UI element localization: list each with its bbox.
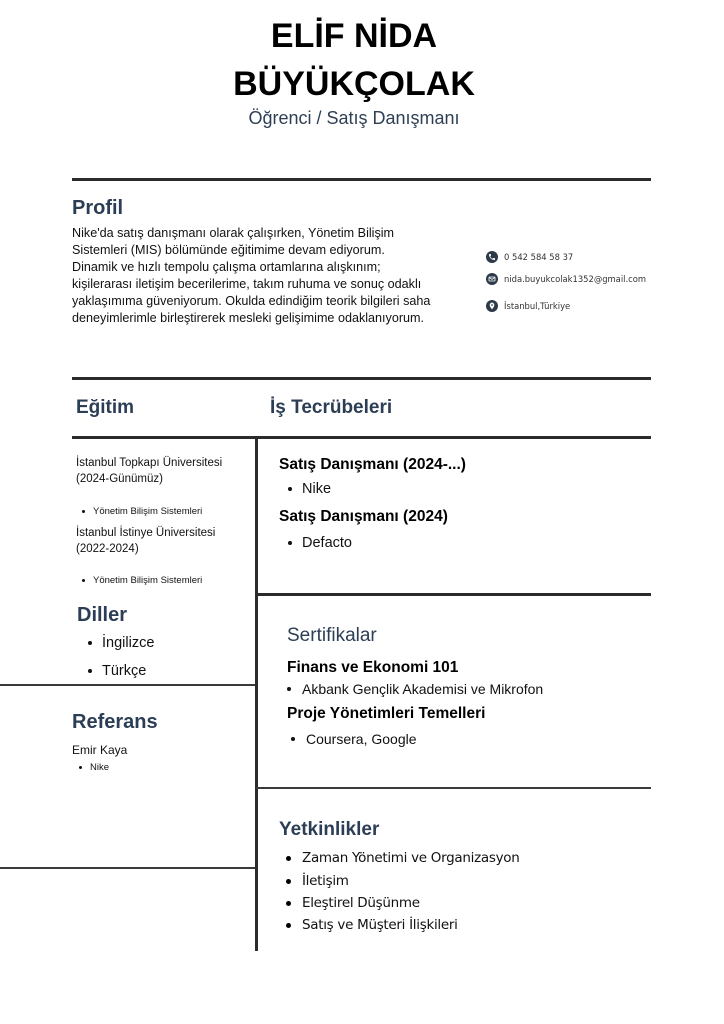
experience-title: İş Tecrübeleri bbox=[270, 397, 393, 418]
language-item bbox=[88, 663, 146, 679]
company-text: Nike bbox=[302, 481, 332, 497]
school-name: İstanbul Topkapı Üniversitesi bbox=[76, 457, 223, 469]
education-item bbox=[76, 455, 222, 487]
divider-experience bbox=[256, 593, 651, 596]
email-text: nida.buyukcolak1352@gmail.com bbox=[504, 274, 647, 284]
divider-references bbox=[0, 867, 255, 869]
language-text: Türkçe bbox=[102, 663, 147, 679]
bullet-icon bbox=[288, 541, 292, 545]
reference-company bbox=[79, 762, 109, 773]
column-divider bbox=[255, 437, 258, 951]
certificate-issuer bbox=[287, 681, 543, 697]
name-line-1: ELİF NİDA bbox=[270, 17, 438, 55]
skill-text: Eleştirel Düşünme bbox=[302, 895, 420, 911]
certificate-issuer bbox=[291, 731, 417, 747]
school-years: (2024-Günümüz) bbox=[76, 473, 163, 485]
company-text: Defacto bbox=[302, 535, 352, 551]
skill-text: Satış ve Müşteri İlişkileri bbox=[302, 917, 458, 933]
job-subtitle: Öğrenci / Satış Danışmanı bbox=[248, 108, 460, 128]
bullet-icon bbox=[79, 766, 82, 769]
languages-title: Diller bbox=[77, 604, 128, 626]
profile-line: kişilerarası iletişim becerilerime, takım ruhuma ve sonuç odaklı bbox=[72, 277, 422, 291]
skill-item bbox=[286, 873, 349, 889]
language-item bbox=[88, 635, 154, 651]
bullet-icon bbox=[286, 879, 291, 884]
bullet-icon bbox=[82, 510, 85, 513]
bullet-icon bbox=[286, 856, 291, 861]
certificates-title: Sertifikalar bbox=[287, 625, 377, 646]
phone-icon bbox=[486, 251, 498, 263]
bullet-icon bbox=[288, 487, 292, 491]
contact-phone[interactable] bbox=[486, 251, 573, 263]
skill-text: İletişim bbox=[302, 873, 349, 889]
reference-company-text: Nike bbox=[90, 762, 110, 773]
divider-certificates bbox=[256, 787, 651, 789]
issuer-text: Coursera, Google bbox=[306, 731, 417, 747]
certificate-name: Proje Yönetimleri Temelleri bbox=[287, 705, 486, 722]
job-company bbox=[288, 535, 352, 551]
divider-header bbox=[72, 178, 651, 181]
school-name: İstanbul İstinye Üniversitesi bbox=[76, 527, 216, 539]
bullet-icon bbox=[286, 923, 291, 928]
bullet-icon bbox=[82, 579, 85, 582]
bullet-icon bbox=[291, 737, 295, 741]
issuer-text: Akbank Gençlik Akademisi ve Mikrofon bbox=[302, 681, 544, 697]
location-pin-icon bbox=[486, 300, 498, 312]
contact-location bbox=[486, 300, 570, 312]
location-text: İstanbul,Türkiye bbox=[504, 301, 571, 311]
education-item bbox=[76, 525, 215, 557]
references-title: Referans bbox=[72, 711, 158, 733]
school-years: (2022-2024) bbox=[76, 543, 139, 555]
divider-sections-header bbox=[72, 436, 651, 439]
bullet-icon bbox=[88, 641, 92, 645]
job-title: Satış Danışmanı (2024-...) bbox=[279, 456, 466, 473]
divider-languages bbox=[0, 684, 255, 686]
profile-line: yaklaşımıma güveniyorum. Okulda edindiğim teorik bilgileri saha bbox=[72, 294, 431, 308]
job-title: Satış Danışmanı (2024) bbox=[279, 508, 448, 525]
skill-item bbox=[286, 895, 420, 911]
profile-title: Profil bbox=[72, 197, 124, 219]
department-text: Yönetim Bilişim Sistemleri bbox=[93, 575, 203, 586]
mail-icon bbox=[486, 273, 498, 285]
job-company bbox=[288, 481, 331, 497]
phone-text: 0 542 584 58 37 bbox=[504, 252, 574, 262]
reference-name: Emir Kaya bbox=[72, 743, 128, 757]
bullet-icon bbox=[88, 669, 92, 673]
education-department bbox=[82, 506, 202, 517]
profile-line: Dinamik ve hızlı tempolu çalışma ortamlarına alışkınım; bbox=[72, 260, 381, 274]
education-department bbox=[82, 575, 202, 586]
skill-item bbox=[286, 917, 458, 933]
skill-text: Zaman Yönetimi ve Organizasyon bbox=[302, 850, 520, 866]
profile-text bbox=[72, 225, 442, 327]
profile-line: Sistemleri (MIS) bölümünde eğitimime devam ediyorum. bbox=[72, 243, 385, 257]
education-title: Eğitim bbox=[76, 397, 135, 418]
language-text: İngilizce bbox=[102, 635, 155, 651]
contact-email[interactable] bbox=[486, 273, 646, 285]
profile-line: Nike'da satış danışmanı olarak çalışırken, Yönetim Bilişim bbox=[72, 226, 395, 240]
bullet-icon bbox=[286, 901, 291, 906]
skills-title: Yetkinlikler bbox=[279, 819, 380, 840]
skill-item bbox=[286, 850, 519, 866]
divider-sections-top bbox=[72, 377, 651, 380]
department-text: Yönetim Bilişim Sistemleri bbox=[93, 506, 203, 517]
name-line-2: BÜYÜKÇOLAK bbox=[233, 65, 475, 103]
profile-line: deneyimlerimle birleştirerek mesleki gelişimime odaklanıyorum. bbox=[72, 311, 425, 325]
bullet-icon bbox=[287, 687, 291, 691]
certificate-name: Finans ve Ekonomi 101 bbox=[287, 659, 459, 676]
